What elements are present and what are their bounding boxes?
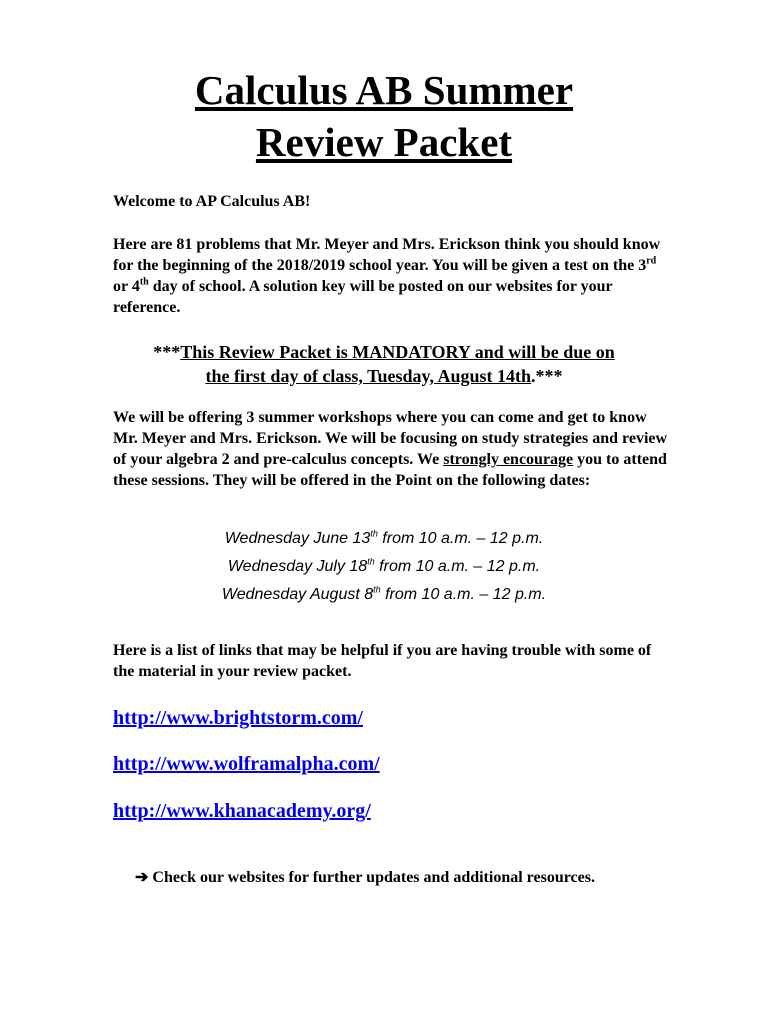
page-title <box>0 64 768 168</box>
date-prefix: Wednesday July 18 <box>227 558 368 575</box>
mandatory-text-1: This Review Packet is MANDATORY and will be due on <box>180 342 615 362</box>
footer-note <box>135 868 595 888</box>
intro-sup-th: th <box>139 276 149 288</box>
mandatory-notice <box>0 340 768 388</box>
mandatory-suffix: .*** <box>531 366 563 386</box>
workshop-date <box>0 581 768 609</box>
date-suffix: from 10 a.m. – 12 p.m. <box>380 586 547 603</box>
date-suffix: from 10 a.m. – 12 p.m. <box>377 530 544 547</box>
mandatory-line-2 <box>0 364 768 388</box>
workshops-text-2: you to attend these sessions. They will be offered in the Point on the following dates: <box>113 451 667 489</box>
link-brightstorm[interactable]: http://www.brightstorm.com/ <box>113 707 363 729</box>
mandatory-text-2: the first day of class, Tuesday, August 14th <box>205 366 532 386</box>
date-sup: th <box>373 584 381 595</box>
date-sup: th <box>367 556 375 567</box>
mandatory-line-1 <box>0 340 768 364</box>
footer-text: Check our websites for further updates and additional resources. <box>148 869 595 886</box>
arrow-right-icon: ➔ <box>135 869 149 886</box>
date-prefix: Wednesday August 8 <box>221 586 374 603</box>
title-line-2: Review Packet <box>255 119 513 165</box>
workshops-text-1: We will be offering 3 summer workshops where you can come and get to know Mr. Meyer and Mrs. Erickson. We will be focusing on study strategies and review of your algebra 2 and pre-calculus concepts. We <box>113 409 668 468</box>
intro-text-2: or 4 <box>113 278 140 295</box>
workshop-date <box>0 553 768 581</box>
intro-text-3: day of school. A solution key will be posted on our websites for your reference. <box>113 278 613 316</box>
workshop-date <box>0 525 768 553</box>
link-wolframalpha[interactable]: http://www.wolframalpha.com/ <box>113 753 380 775</box>
link-khanacademy[interactable]: http://www.khanacademy.org/ <box>113 800 371 822</box>
intro-text-1: Here are 81 problems that Mr. Meyer and Mrs. Erickson think you should know for the beginning of the 2018/2019 school year. You will be given a test on the 3 <box>113 236 661 274</box>
title-line-1: Calculus AB Summer <box>194 67 574 113</box>
workshops-paragraph <box>113 407 673 491</box>
intro-paragraph <box>113 234 673 318</box>
date-suffix: from 10 a.m. – 12 p.m. <box>374 558 541 575</box>
intro-sup-rd: rd <box>646 255 657 267</box>
date-sup: th <box>370 528 378 539</box>
workshop-dates <box>0 525 768 609</box>
welcome-text: Welcome to AP Calculus AB! <box>113 193 311 210</box>
links-intro: Here is a list of links that may be helpful if you are having trouble with some of the material in your review packet. <box>113 642 652 680</box>
date-prefix: Wednesday June 13 <box>224 530 371 547</box>
workshops-emphasis: strongly encourage <box>443 451 574 468</box>
mandatory-prefix: *** <box>153 342 181 362</box>
